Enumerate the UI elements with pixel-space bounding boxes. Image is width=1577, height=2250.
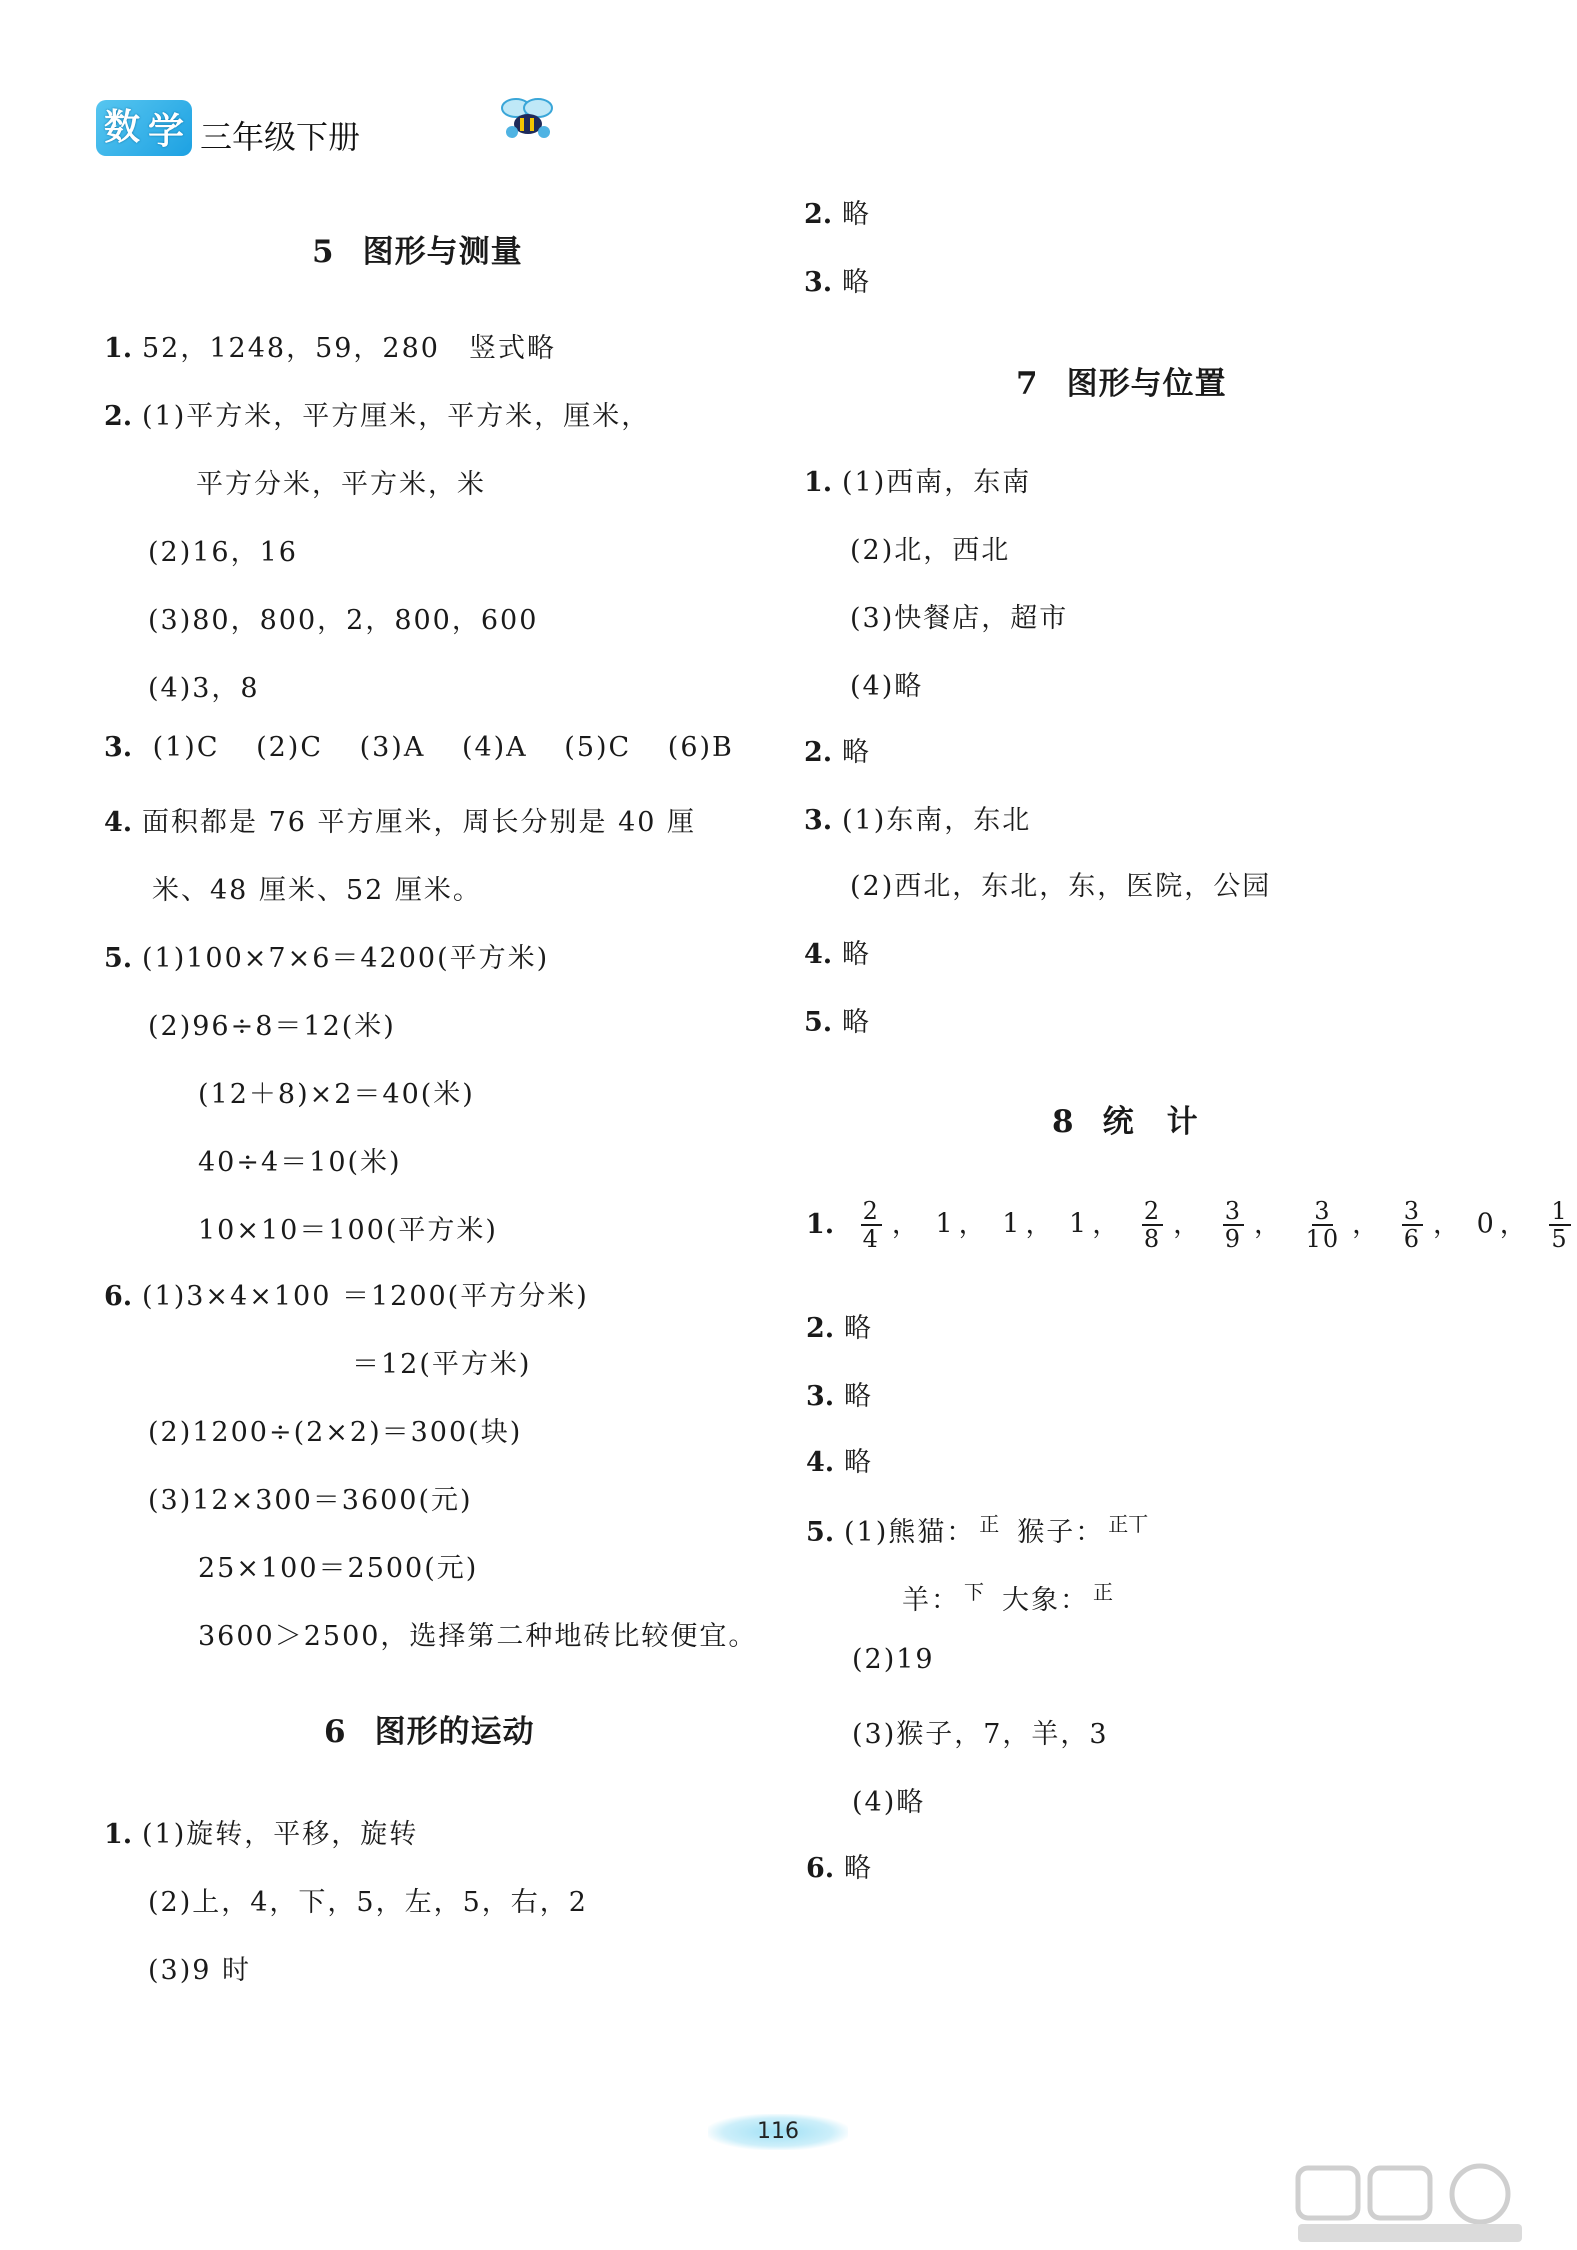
answer-line bbox=[148, 1004, 396, 1043]
answer-text: (3)猴子，7，羊，3 bbox=[852, 1719, 1109, 1750]
numerator: 3 bbox=[1403, 1197, 1421, 1225]
section-8-title bbox=[1052, 1096, 1199, 1141]
answer-line bbox=[806, 1846, 873, 1885]
answer-line bbox=[804, 260, 871, 299]
answer-line bbox=[148, 666, 260, 705]
answer-text: (2)1200÷(2×2)＝300(块) bbox=[148, 1417, 523, 1448]
answer-text: (2)北，西北 bbox=[850, 535, 1011, 566]
logo-char-1: 数 bbox=[103, 107, 140, 148]
answer-line bbox=[104, 326, 556, 365]
value: 0 bbox=[1476, 1208, 1496, 1240]
answer-text: 面积都是 76 平方厘米，周长分别是 40 厘 bbox=[142, 807, 697, 838]
section-7-title bbox=[1016, 358, 1227, 403]
answer-line bbox=[804, 192, 871, 231]
page-number-badge bbox=[708, 2114, 848, 2150]
question-number: 6. bbox=[104, 1281, 133, 1312]
section-title-text: 图形的运动 bbox=[374, 1714, 535, 1750]
answer-text: (12＋8)×2＝40(米) bbox=[198, 1079, 475, 1110]
value: 1 bbox=[1002, 1208, 1022, 1240]
section-6-title bbox=[324, 1706, 535, 1751]
tally-answer-line bbox=[806, 1508, 1166, 1549]
answer-text: (1)100×7×6＝4200(平方米) bbox=[142, 943, 550, 974]
question-number: 6. bbox=[806, 1853, 835, 1884]
answer-line-options bbox=[104, 732, 760, 763]
answer-text: (4)3，8 bbox=[148, 673, 260, 704]
question-number: 1. bbox=[104, 333, 133, 364]
question-number: 1. bbox=[804, 467, 833, 498]
answer-text: 略 bbox=[844, 1381, 873, 1412]
numerator: 3 bbox=[1314, 1197, 1332, 1225]
answer-text: 略 bbox=[844, 1313, 873, 1344]
numerator: 1 bbox=[1551, 1197, 1569, 1225]
option: (1)C bbox=[152, 732, 220, 763]
fraction-answer-line: 1. $\frac{2}{4}$ ， 1 ， 1 ， 1 ， $\frac{2}{8}$ ， $\frac{3}{9}$ ， $\frac{3}{10}$ ， $\frac{3}{6}$ ， 0 ， $\frac{1}{5}$ bbox=[806, 1197, 1569, 1253]
denominator: 9 bbox=[1224, 1225, 1242, 1253]
answer-line bbox=[852, 1644, 935, 1675]
answer-line bbox=[852, 1780, 925, 1819]
tally-mark: 正 bbox=[979, 1512, 1000, 1536]
answer-line bbox=[804, 1000, 871, 1039]
fraction bbox=[1549, 1198, 1570, 1252]
value: 1 bbox=[1069, 1208, 1089, 1240]
answer-text: 略 bbox=[844, 1853, 873, 1884]
answer-line bbox=[804, 460, 1031, 499]
numerator: 2 bbox=[862, 1197, 880, 1225]
option: (4)A bbox=[461, 732, 528, 763]
answer-line bbox=[148, 530, 298, 569]
answer-text: 25×100＝2500(元) bbox=[198, 1553, 479, 1584]
question-number: 5. bbox=[104, 943, 133, 974]
answer-line bbox=[148, 1478, 473, 1517]
tally-mark: 下 bbox=[964, 1580, 984, 1604]
answer-line bbox=[806, 1440, 873, 1479]
answer-text: ＝12(平方米) bbox=[352, 1349, 532, 1380]
denominator: 10 bbox=[1305, 1225, 1341, 1253]
answer-line bbox=[852, 1712, 1109, 1751]
animal-label: 猴子： bbox=[1017, 1517, 1105, 1548]
answer-text: 40÷4＝10(米) bbox=[198, 1147, 402, 1178]
answer-text: (3)9 时 bbox=[148, 1955, 252, 1986]
answer-text: (2)96÷8＝12(米) bbox=[148, 1011, 396, 1042]
section-5-title bbox=[312, 226, 523, 271]
question-number: 3. bbox=[804, 267, 833, 298]
question-number: 1. bbox=[104, 1819, 133, 1850]
question-number: 2. bbox=[104, 401, 133, 432]
section-number: 8 bbox=[1052, 1104, 1075, 1140]
answer-line bbox=[804, 730, 871, 769]
question-number: 2. bbox=[804, 737, 833, 768]
answer-line bbox=[850, 664, 923, 703]
answer-line bbox=[148, 1948, 251, 1987]
answer-text: (4)略 bbox=[852, 1787, 926, 1818]
answer-text: (2)上，4，下，5，左，5，右，2 bbox=[148, 1887, 588, 1918]
question-number: 4. bbox=[804, 939, 833, 970]
answer-text: (1)平方米，平方厘米，平方米，厘米， bbox=[142, 401, 651, 432]
answer-text: 3600＞2500，选择第二种地砖比较便宜。 bbox=[198, 1621, 758, 1652]
answer-line bbox=[850, 528, 1010, 567]
answer-line bbox=[104, 936, 549, 975]
answer-line bbox=[806, 1306, 873, 1345]
animal-label: 羊： bbox=[902, 1585, 960, 1616]
answer-line bbox=[152, 868, 482, 907]
answer-text: (2)16，16 bbox=[148, 537, 298, 568]
question-number: 5. bbox=[806, 1517, 835, 1548]
page-number: 116 bbox=[757, 2119, 799, 2144]
question-number: 2. bbox=[806, 1313, 835, 1344]
fraction bbox=[1142, 1198, 1163, 1252]
fraction bbox=[1402, 1198, 1423, 1252]
answer-text: (3)快餐店，超市 bbox=[850, 603, 1069, 634]
answer-line bbox=[104, 394, 650, 433]
answer-line bbox=[804, 932, 871, 971]
option: (5)C bbox=[564, 732, 632, 763]
animal-label: 熊猫： bbox=[888, 1517, 976, 1548]
tally-answer-line bbox=[902, 1576, 1131, 1617]
answer-text: 略 bbox=[844, 1447, 873, 1478]
answer-line bbox=[104, 1812, 418, 1851]
answer-line bbox=[104, 800, 696, 839]
fraction bbox=[861, 1198, 882, 1252]
section-number: 7 bbox=[1016, 366, 1039, 402]
answer-text: (3)80，800，2，800，600 bbox=[148, 605, 539, 636]
denominator: 8 bbox=[1143, 1225, 1162, 1253]
option: (2)C bbox=[256, 732, 323, 763]
denominator: 4 bbox=[862, 1225, 880, 1253]
question-number: 3. bbox=[804, 805, 833, 836]
answer-text: 略 bbox=[842, 267, 871, 298]
section-number: 6 bbox=[324, 1714, 347, 1750]
answer-line bbox=[198, 1546, 478, 1585]
section-title-text: 图形与测量 bbox=[362, 234, 523, 270]
option: (6)B bbox=[667, 732, 734, 763]
answer-line bbox=[352, 1342, 531, 1381]
answer-line bbox=[148, 1410, 522, 1449]
answer-text: (3)12×300＝3600(元) bbox=[148, 1485, 473, 1516]
numerator: 2 bbox=[1143, 1197, 1162, 1225]
question-number: 3. bbox=[104, 732, 133, 763]
answer-text: (2)西北，东北，东，医院，公园 bbox=[850, 871, 1272, 902]
numerator: 3 bbox=[1224, 1197, 1242, 1225]
question-number: 4. bbox=[806, 1447, 835, 1478]
answer-text: (1)旋转，平移，旋转 bbox=[142, 1819, 419, 1850]
answer-line bbox=[804, 798, 1031, 837]
answer-line bbox=[104, 1274, 589, 1313]
section-number: 5 bbox=[312, 234, 335, 270]
fraction bbox=[1223, 1198, 1244, 1252]
answer-line bbox=[850, 864, 1271, 903]
answer-line bbox=[196, 462, 486, 501]
answer-line bbox=[198, 1208, 498, 1247]
answer-line bbox=[198, 1614, 757, 1653]
question-number: 4. bbox=[104, 807, 133, 838]
answer-text: 10×10＝100(平方米) bbox=[198, 1215, 498, 1246]
fraction bbox=[1304, 1198, 1343, 1252]
part-prefix: (1) bbox=[844, 1517, 889, 1548]
page-header bbox=[96, 90, 556, 160]
answer-text: 52，1248，59，280 竖式略 bbox=[142, 333, 556, 364]
bee-icon bbox=[496, 94, 560, 142]
answer-line bbox=[148, 598, 538, 637]
answer-text: 米、48 厘米、52 厘米。 bbox=[152, 875, 482, 906]
answer-text: (1)东南，东北 bbox=[842, 805, 1032, 836]
value: 1 bbox=[935, 1208, 955, 1240]
answer-line bbox=[148, 1880, 588, 1919]
tally-mark: 正 bbox=[1093, 1580, 1113, 1604]
option: (3)A bbox=[359, 732, 426, 763]
answer-text: 略 bbox=[842, 199, 871, 230]
question-number: 1. bbox=[806, 1208, 835, 1240]
answer-text: 平方分米，平方米，米 bbox=[196, 469, 486, 500]
tally-mark: 正丅 bbox=[1108, 1512, 1149, 1536]
logo-char-2: 学 bbox=[147, 111, 184, 152]
answer-line bbox=[198, 1140, 402, 1179]
answer-text: (2)19 bbox=[852, 1644, 935, 1675]
denominator: 5 bbox=[1551, 1225, 1569, 1253]
grade-label: 三年级下册 bbox=[200, 118, 361, 156]
animal-label: 大象： bbox=[1002, 1585, 1089, 1616]
answer-text: 略 bbox=[842, 1007, 871, 1038]
denominator: 6 bbox=[1403, 1225, 1421, 1253]
question-number: 5. bbox=[804, 1007, 833, 1038]
question-number: 2. bbox=[804, 199, 833, 230]
answer-text: (1)3×4×100 ＝1200(平方分米) bbox=[142, 1281, 589, 1312]
answer-line bbox=[850, 596, 1068, 635]
answer-text: (1)西南，东南 bbox=[842, 467, 1032, 498]
answer-text: (4)略 bbox=[850, 671, 924, 702]
math-logo bbox=[96, 100, 192, 156]
section-title-text: 图形与位置 bbox=[1066, 366, 1227, 402]
answer-text: 略 bbox=[842, 737, 871, 768]
section-title-text: 统 计 bbox=[1102, 1104, 1199, 1140]
answer-line bbox=[198, 1072, 475, 1111]
question-number: 3. bbox=[806, 1381, 835, 1412]
answer-line bbox=[806, 1374, 873, 1413]
answer-text: 略 bbox=[842, 939, 871, 970]
watermark-logo bbox=[1290, 2160, 1530, 2248]
